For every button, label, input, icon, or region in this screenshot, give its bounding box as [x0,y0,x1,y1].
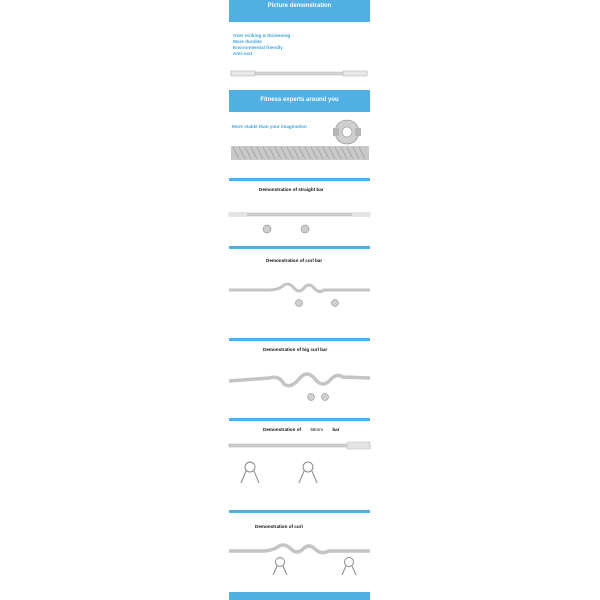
features-panel [229,22,370,90]
feature-3: Environmental friendly [233,45,283,50]
product-detail-strip [229,0,370,600]
curl-bar-panel [229,249,370,338]
55mm-bar-demo-image [229,421,370,501]
curl-panel [229,513,370,592]
picture-demonstration-banner [229,0,370,22]
stability-tagline: More stable than your imagination [232,124,307,129]
curl-demo-image [229,513,370,588]
straight-bar-caption: Demonstration of straight bar [259,187,324,192]
caption-prefix: Demonstration of [263,427,302,432]
straight-bar-image [229,69,370,79]
straight-bar-panel [229,181,370,246]
caption-suffix: bar [332,427,340,432]
feature-2: More durable [233,39,262,44]
55mm-bar-panel [229,421,370,510]
big-curl-bar-caption: Demonstration of big curl bar [263,347,328,352]
feature-4: Anti-rust [233,51,253,56]
collar-and-knurling-image [229,112,370,172]
straight-bar-demo-image [229,181,370,241]
curl-caption: Demonstration of curl [255,524,303,529]
banner-title: Picture demonstration [267,3,332,9]
big-curl-bar-panel [229,341,370,418]
curl-bar-demo-image [229,249,370,329]
caption-measure: 55mm [310,427,324,432]
experts-title: Fitness experts around you [260,97,339,103]
fitness-experts-banner [229,90,370,112]
big-curl-bar-demo-image [229,341,370,411]
curl-bar-caption: Demonstration of curl bar [266,258,323,263]
divider [229,592,370,600]
feature-1: Over striking & thickening [233,33,291,38]
stability-panel [229,112,370,178]
